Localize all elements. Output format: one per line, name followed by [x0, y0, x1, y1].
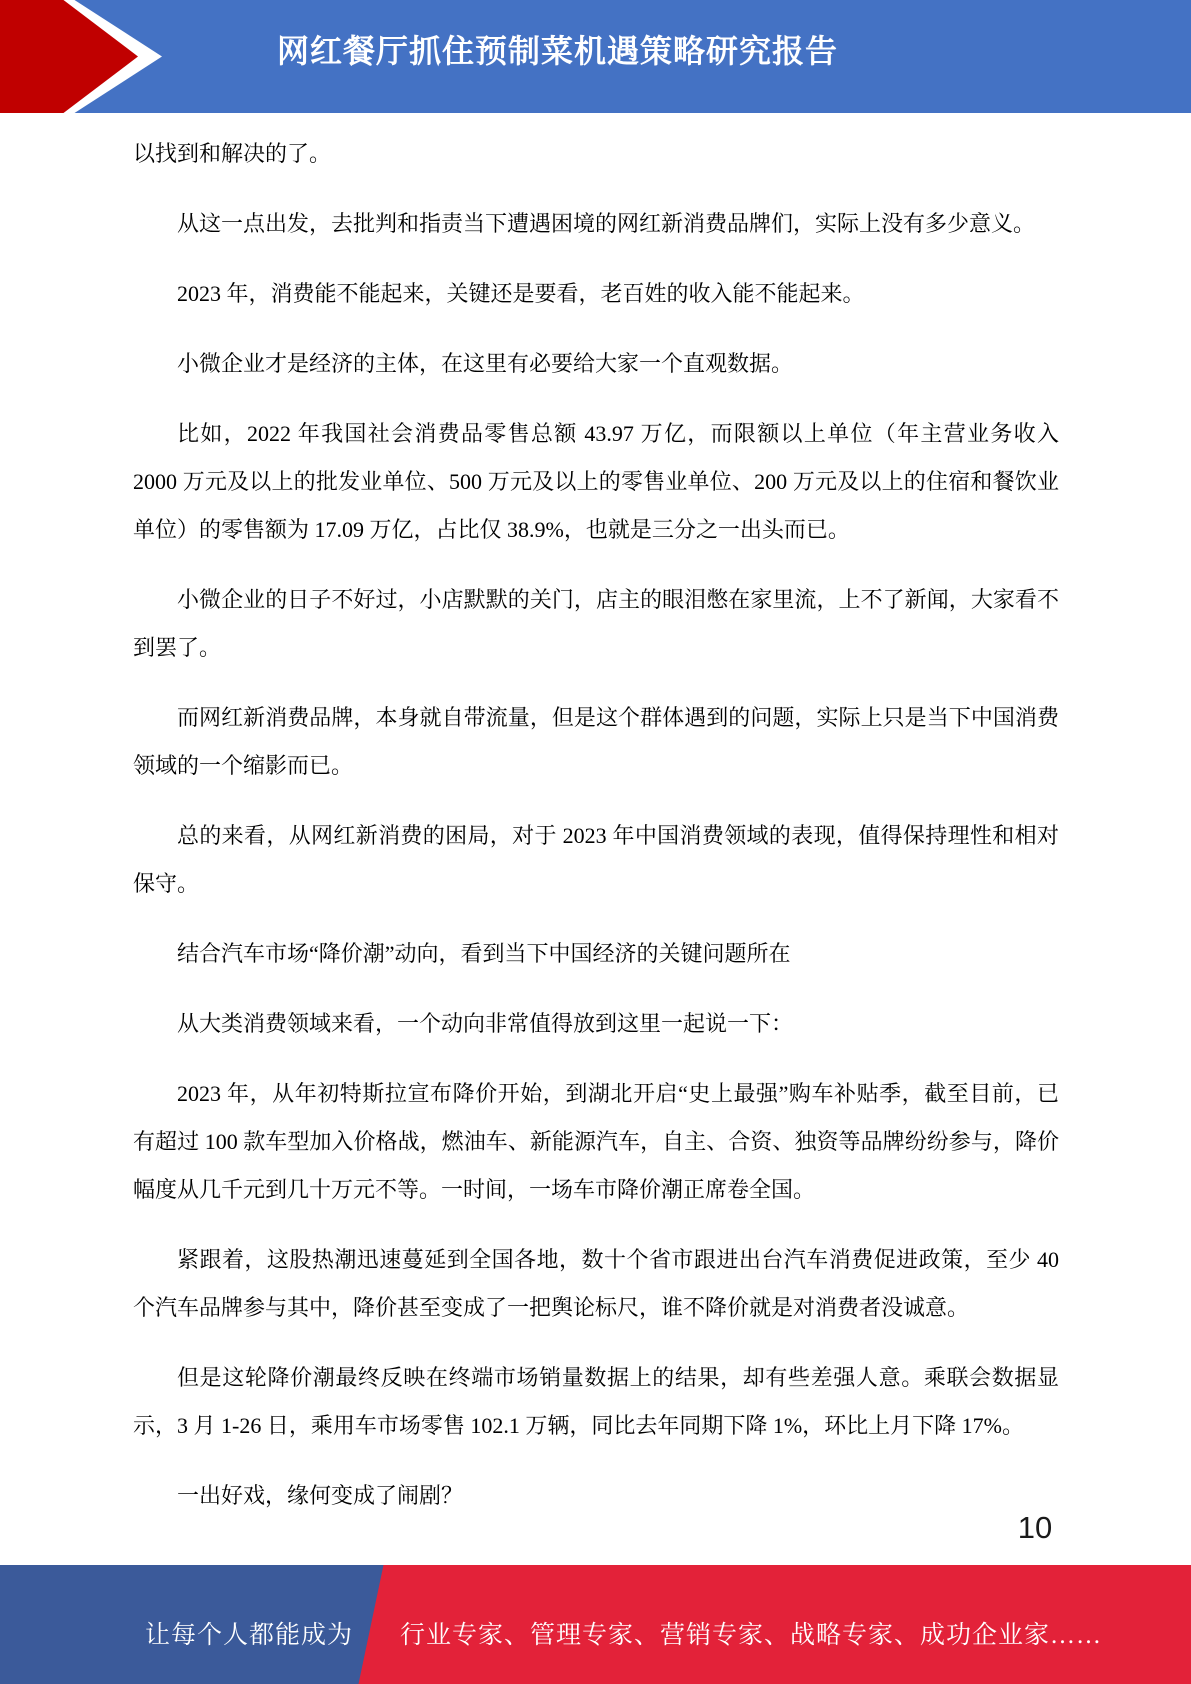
- body-paragraph: 2023 年，从年初特斯拉宣布降价开始，到湖北开启“史上最强”购车补贴季，截至目前，已有超过 100 款车型加入价格战，燃油车、新能源汽车，自主、合资、独资等品牌纷纷参与，降价幅度从几千元到几十万元不等。一时间，一场车市降价潮正席卷全国。: [133, 1081, 1059, 1202]
- body-paragraph: 比如，2022 年我国社会消费品零售总额 43.97 万亿，而限额以上单位（年主营业务收入 2000 万元及以上的批发业单位、500 万元及以上的零售业单位、200 万元及以上的住宿和餐饮业单位）的零售额为 17.09 万亿，占比仅 38.9%，也就是三分之一出头而已。: [133, 421, 1059, 542]
- footer-slogan-right: 行业专家、管理专家、营销专家、战略专家、成功企业家……: [400, 1621, 1103, 1649]
- body-paragraph: 一出好戏，缘何变成了闹剧？: [177, 1483, 464, 1508]
- body-paragraph: 总的来看，从网红新消费的困局，对于 2023 年中国消费领域的表现，值得保持理性和相对保守。: [133, 823, 1059, 896]
- body-paragraph: 而网红新消费品牌，本身就自带流量，但是这个群体遇到的问题，实际上只是当下中国消费领域的一个缩影而已。: [133, 705, 1059, 778]
- document-body: [133, 130, 1059, 1542]
- page-title: 网红餐厅抓住预制菜机遇策略研究报告: [276, 32, 838, 69]
- body-paragraph: 以找到和解决的了。: [133, 141, 332, 166]
- body-paragraph: 但是这轮降价潮最终反映在终端市场销量数据上的结果，却有些差强人意。乘联会数据显示，3 月 1-26 日，乘用车市场零售 102.1 万辆，同比去年同期下降 1%，环比上月下降 17%。: [133, 1365, 1059, 1438]
- body-paragraph: 小微企业才是经济的主体，在这里有必要给大家一个直观数据。: [177, 351, 794, 376]
- body-paragraph: 从这一点出发，去批判和指责当下遭遇困境的网红新消费品牌们，实际上没有多少意义。: [177, 211, 1036, 236]
- body-paragraph: 2023 年，消费能不能起来，关键还是要看，老百姓的收入能不能起来。: [177, 281, 865, 306]
- footer-slogan-left: 让每个人都能成为: [145, 1621, 354, 1649]
- body-paragraph: 小微企业的日子不好过，小店默默的关门，店主的眼泪憋在家里流，上不了新闻，大家看不到罢了。: [133, 587, 1059, 660]
- body-paragraph: 从大类消费领域来看，一个动向非常值得放到这里一起说一下：: [177, 1011, 794, 1036]
- body-paragraph: 结合汽车市场“降价潮”动向，看到当下中国经济的关键问题所在: [177, 941, 791, 966]
- page-number: 10: [1017, 1510, 1053, 1545]
- body-paragraph: 紧跟着，这股热潮迅速蔓延到全国各地，数十个省市跟进出台汽车消费促进政策，至少 40 个汽车品牌参与其中，降价甚至变成了一把舆论标尺，谁不降价就是对消费者没诚意。: [133, 1247, 1059, 1320]
- footer-band: [0, 1565, 1191, 1684]
- header-band: [0, 0, 1191, 113]
